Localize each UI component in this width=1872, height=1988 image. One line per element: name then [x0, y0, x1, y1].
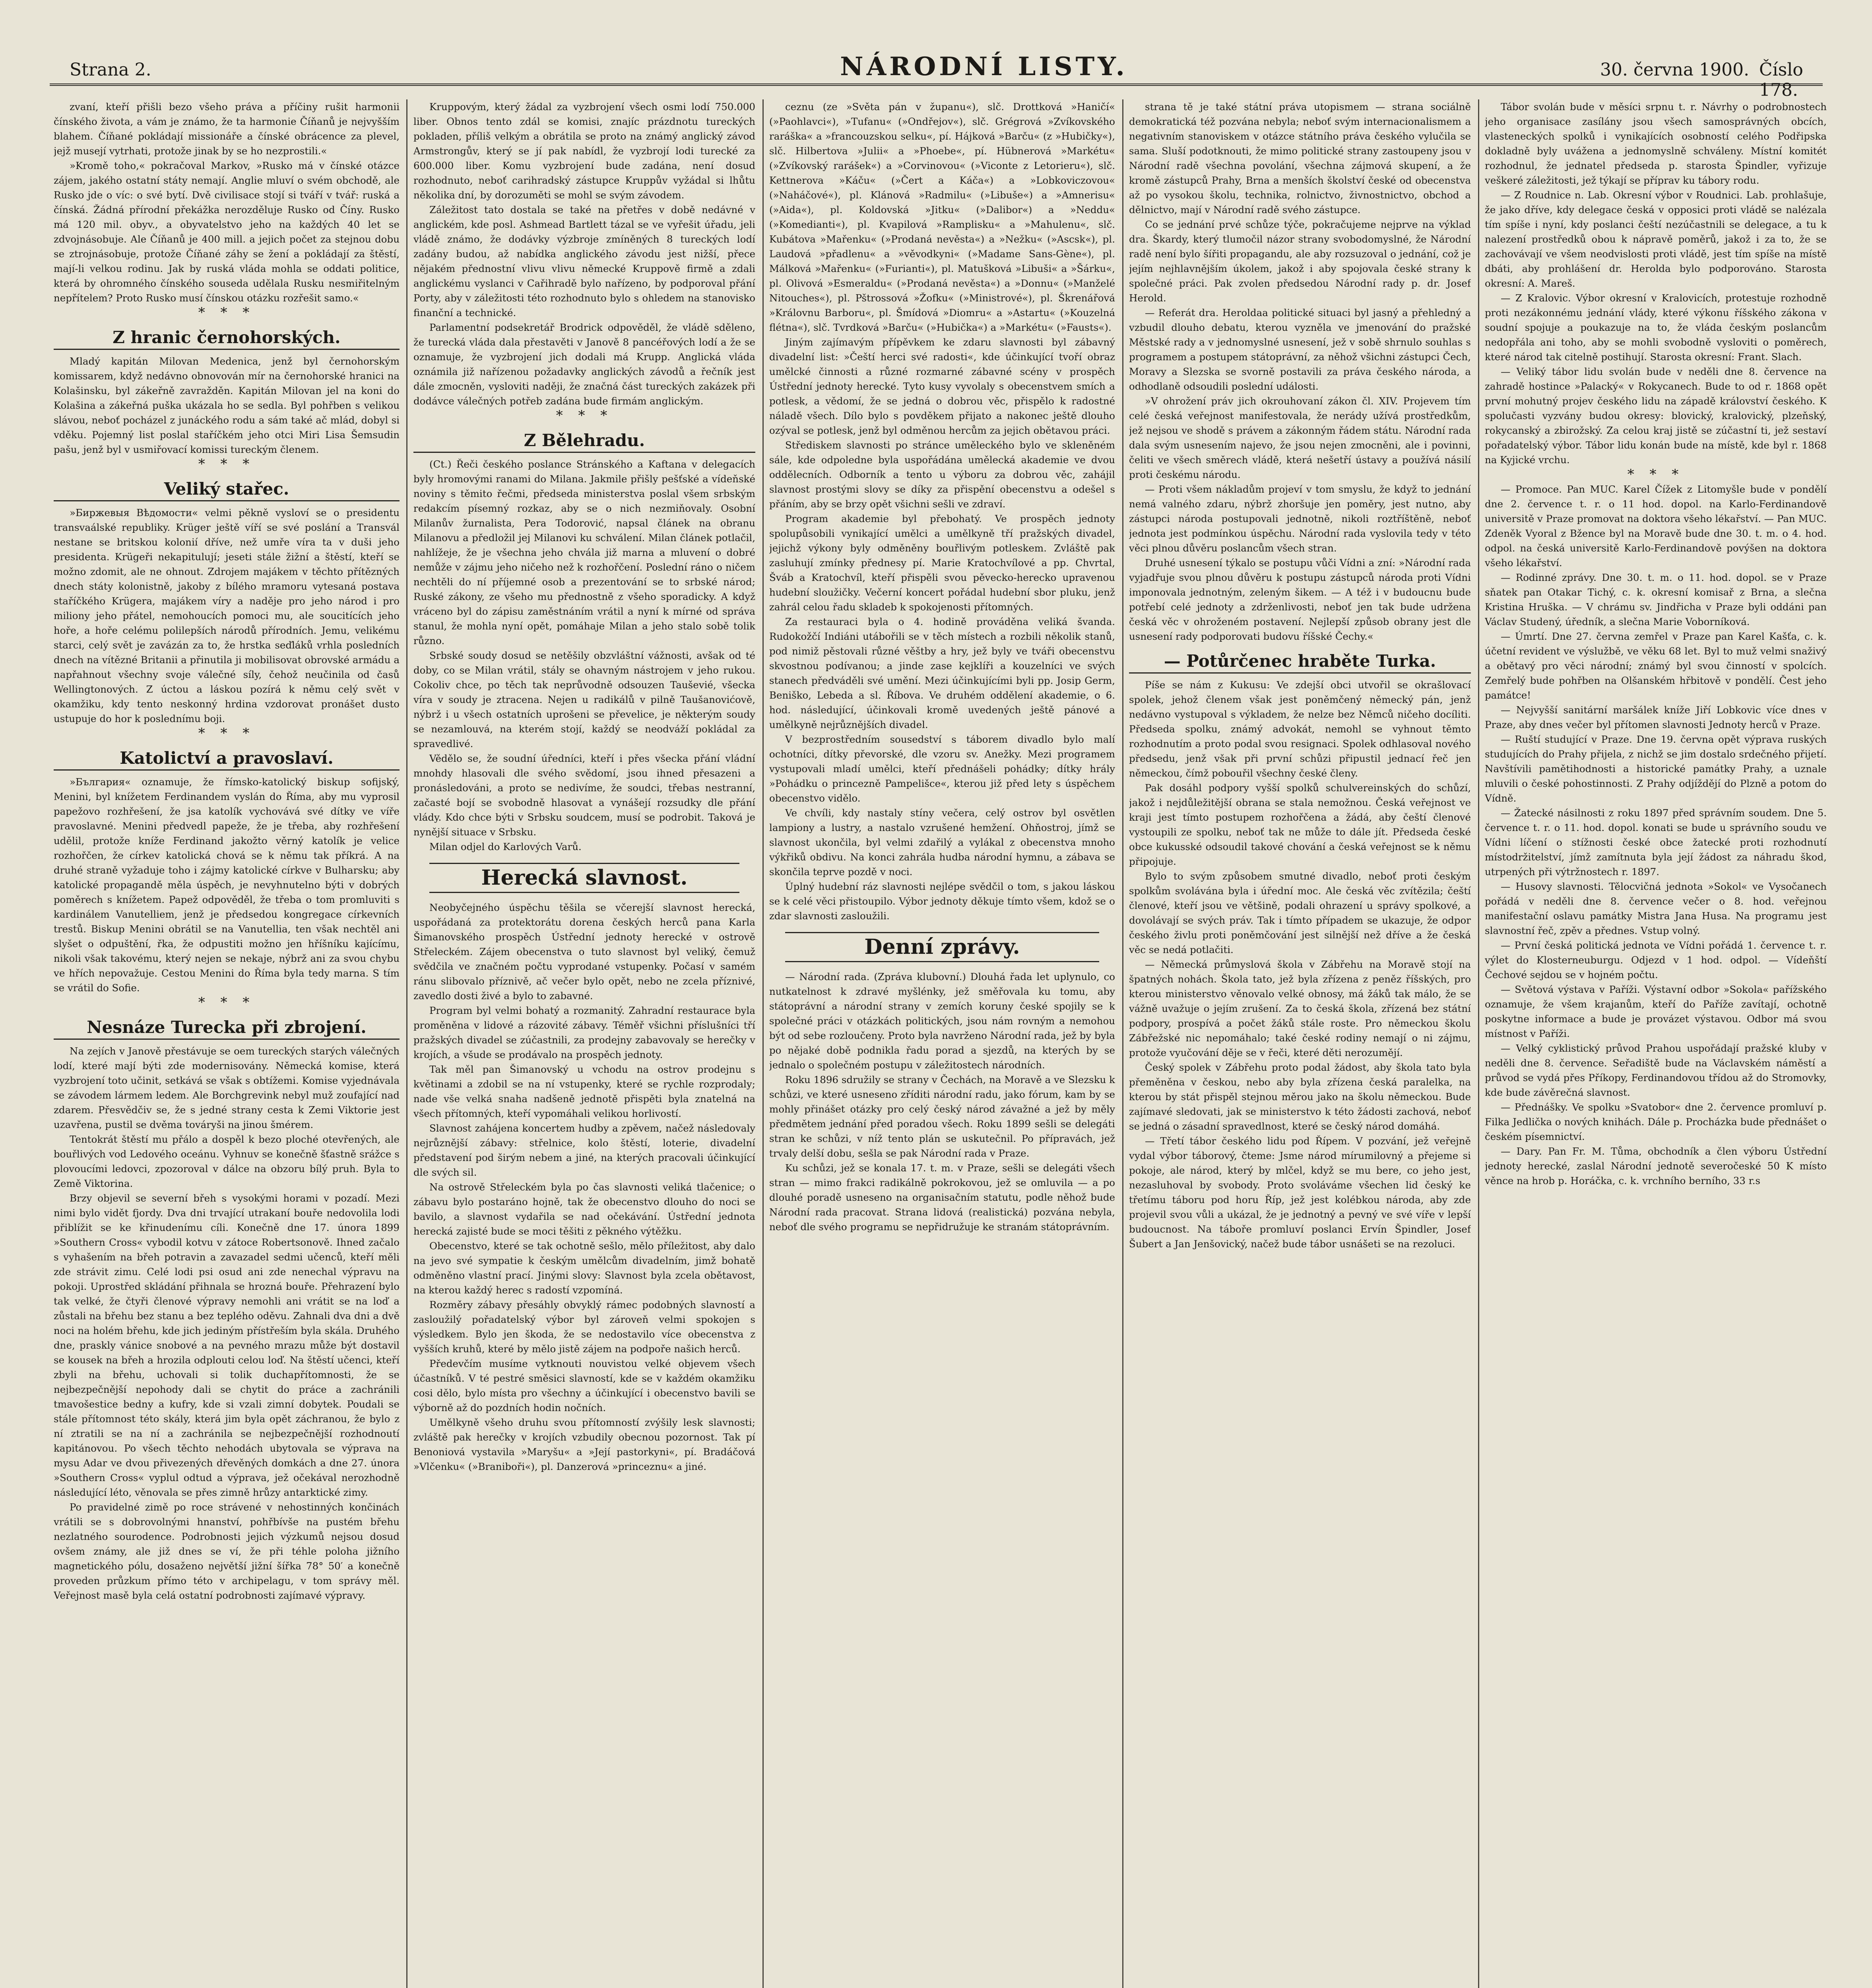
article-paragraph: — Z Kralovic. Výbor okresní v Kralovicích, protestuje rozhodně proti nezákonnému jednání vlády, které výkonu říšského zákona v soudní spojuje a poukazuje na to, že vláda českým poslancům nedopřála ani toho, aby se mohli svobodně vysloviti o poměrech, které národ tak citelně postihují. Starosta okresní: Frant. Slach.: [1485, 292, 1827, 363]
article-paragraph: Srbské soudy dosud se netěšily obzvláštní vážnosti, avšak od té doby, co se Milan vrátil, stály se ohavným nástrojem v jeho rukou. Cokoliv chce, po těch tak neprůvodně odsouzen Tauševié, všecka víra v soudy je ztracena. Nejen u radikálů v pilně Taušanovićově, nýbrž i u všech ostatních uprošeni se převelice, je některým soudy se nezamlouvá, na kterém stojí, každý se neodváží pokládal za spravedlivé.: [413, 650, 755, 749]
text-column-5: [1485, 99, 1827, 1988]
article-paragraph: — Světová výstava v Paříži. Výstavní odbor »Sokola« pařížského oznamuje, že všem krajanům, kteří do Paříže zavítají, ochotně poskytne informace a bude je provázet výstavou. Odbor má svou místnost v Paříži.: [1485, 984, 1827, 1039]
column-rule: [406, 99, 407, 1988]
section-heading: Nesnáze Turecka při zbrojení.: [54, 1016, 400, 1040]
article-paragraph: »Биржевыя Вѣдомости« velmi pěkně vysloví se o presidentu transvaálské republiky. Krüger ještě víří se své poslání a Transvál nestane se britskou kolonií dříve, než umře víra ta v duši jeho presidenta. Krügeři nekapitulují; jeseti stále žižní a štěstí, kteří se možno zdomit, ale ne ohnout. Zdrojem majákem v těchto přítězných dnech státy kolonistně, jakoby z bílého mramoru vytesaná postava staříčkého Krügera, majákem víry a naděje pro jeho národ i pro miliony jeho přátel, nemohoucích pomoci mu, ale soucitících jeho hoře, a hoře celému polilepších národů přírodních. Jemu, velikému starci, celý svět je zavázán za to, že hrstka seďláků vrhla posledních dnech na vítězné Britanii a přinutila ji mobilisovat obrovské armádu a napřahnout všechny svoje válečné síly, čehož neučinila od časů Wellingtonových. Z úctou a láskou pozírá k němu celý svět v okamžiku, kdy tento neskonný hrdina vzdorovat pronášet dusto ustupuje do hor k poslednímu boji.: [54, 507, 400, 724]
article-paragraph: — Nejvyšší sanitární maršálek kníže Jiří Lobkovic více dnes v Praze, aby dnes večer byl přítomen slavnosti Jednoty herců v Praze.: [1485, 704, 1827, 730]
text-column-4: [1129, 99, 1471, 1988]
article-paragraph: Umělkyně všeho druhu svou přítomností zvýšily lesk slavnosti; zvláště pak herečky v krojích vzbudily obecnou pozornost. Tak pí Benoniová vystavila »Maryšu« a »Její pastorkyni«, pí. Bradáčová »Vlčenku« (»Braniboři«), pl. Danzerová »princeznu« a jiné.: [413, 1417, 755, 1472]
section-heading: Z Bělehradu.: [413, 429, 755, 453]
article-paragraph: Slavnost zahájena koncertem hudby a zpěvem, načež následovaly nejrůznější zábavy: střelnice, kolo štěstí, loterie, divadelní představení pod širým nebem a jiné, na kterých pracovali účinkující dle svých sil.: [413, 1122, 755, 1178]
article-paragraph: Tentokrát štěstí mu přálo a dospěl k bezo ploché otevřených, ale bouřlivých vod Ledového oceánu. Vyhnuv se konečně šťastně srážce s plovoucími ledovci, zpozoroval v dálce na obzoru bílý pruh. Byla to Země Viktorina.: [54, 1134, 400, 1189]
article-paragraph: Záležitost tato dostala se také na přetřes v době nedávné v anglickém, kde posl. Ashmead Bartlett tázal se ve vyřešit úřadu, jeli vládě známo, že dodávky výzbroje zmíněných 8 tureckých lodí zadány budou, až nabídka anglického závodu jest nižší, přece nějakém přednostní vlivu vlivu německé Kruppově firmě a zdali anglickému vyslanci v Cařihradě bylo nařízeno, by podporoval přání Porty, aby v záležitosti této rozhodnuto bylo s ohledem na stanovisko finanční a technické.: [413, 204, 755, 318]
feature-heading: Denní zprávy.: [785, 932, 1099, 962]
article-paragraph: Předevčím musíme vytknouti nouvistou velké objevem všech účastníků. V té pestré směsici slavností, kde se v každém okamžiku cosi dělo, bylo místa pro všechny a účinkující i obecenstvo bavili se výborně až do pozdních hodin nočních.: [413, 1358, 755, 1413]
section-heading: Z hranic černohorských.: [54, 326, 400, 350]
section-divider: * * *: [1627, 466, 1684, 482]
article-paragraph: Bylo to svým způsobem smutné divadlo, neboť proti českým spolkům svolávána byla i úřední moc. Ale česká věc zvítězila; čeští členové, kteří jsou ve většině, podali ohrazení u správy spolkové, a dovolávají se svých práv. Tak i tímto případem se ukazuje, že odpor českého živlu proti poněmčování jest silnější než dříve a že česká věc se nedá potlačiti.: [1129, 870, 1471, 955]
article-paragraph: Ve chvíli, kdy nastaly stíny večera, celý ostrov byl osvětlen lampiony a lustry, a nastalo vzrušené hemžení. Ohňostroj, jímž se slavnost ukončila, byl velmi zdařilý a vylákal z obecenstva mnoho výkřiků obdivu. Na konci zahrála hudba národní hymnu, a zábava se skončila teprve pozdě v noci.: [769, 807, 1115, 878]
article-paragraph: — Přednášky. Ve spolku »Svatobor« dne 2. července promluví p. Filka Jedlička o nových knihách. Dále p. Procházka bude přednášet o českém písemnictví.: [1485, 1101, 1827, 1142]
section-divider: * * *: [198, 456, 255, 472]
article-paragraph: Kruppovým, který žádal za vyzbrojení všech osmi lodí 750.000 liber. Obnos tento zdál se komisi, znajíc prázdnotu tureckých pokladen, příliš velkým a obrátila se proto na známý anglický závod Armstrongův, který se jí pak nabídl, že vyzbrojí lodi turecké za 600.000 liber. Komu vyzbrojení bude zadána, není dosud rozhodnuto, neboť carihradský zástupce Kruppův vyžádal si lhůtu několika dní, by dorozuměti se mohl se svým závodem.: [413, 101, 755, 201]
column-rule: [762, 99, 764, 1988]
article-paragraph: Jiným zajímavým přípěvkem ke zdaru slavnosti byl zábavný divadelní list: »Čeští herci své radosti«, kde účinkující tvoří obraz umělcké činnosti a různé rozmarné zábavné scény v prospěch Ústřední jednoty herecké. Tyto kusy vyvolaly s obecenstvem smích a potlesk, a vědomí, že se jedná o dobrou věc, přispělo k radostné náladě všech. Dílo bylo s povděkem přijato a nakonec ještě dlouho ozýval se potlesk, jenž byl odměnou hercům za jejich obětavou práci.: [769, 336, 1115, 436]
article-paragraph: — Ruští studující v Praze. Dne 19. června opět výprava ruských studujících do Prahy přijela, z nichž se jim dostalo srdečného přijetí. Navštívili pamětihodnosti a historické památky Prahy, a uznale mluvili o české pohostinnosti. Z Prahy odjíždějí do Plzně a potom do Vídně.: [1485, 734, 1827, 804]
article-paragraph: — Německá průmyslová škola v Zábřehu na Moravě stojí na špatných nohách. Škola tato, jež byla zřízena z peněz říšských, pro kterou ministerstvo věnovalo velké obnosy, má žáků tak málo, že se vážně uvažuje o jejím zrušení. Za to česká škola, zřízená bez státní podpory, prospívá a počet žáků stále roste. Pro německou školu Zábřežské nic nepomáhalo; také české rodiny nemají o ni zájmu, protože vyučování děje se v řeči, které děti nerozumějí.: [1129, 959, 1471, 1058]
text-column-3: [769, 99, 1115, 1988]
article-paragraph: Obecenstvo, které se tak ochotně sešlo, mělo příležitost, aby dalo na jevo své sympatie k českým umělcům divadelním, jimž bohatě odměněno vlastní prací. Jinými slovy: Slavnost byla zcela obětavost, na kterou každý herec s radostí vzpomíná.: [413, 1240, 755, 1296]
text-column-1: [54, 99, 400, 1988]
text-column-2: [413, 99, 755, 1988]
article-paragraph: Neobyčejného úspěchu těšila se včerejší slavnost herecká, uspořádaná za protektorátu dorena českých herců pana Karla Šimanovského prospěch Ústřední jednoty herecké v ostrově Střeleckém. Zájem obecenstva o tuto slavnost byl veliký, čemuž svědčila ve značném počtu vyprodané vstupenky. Počasí v samém ránu slibovalo příznivě, ač večer bylo opět, nebo ne zcela příznivé, zavedlo dosti živé a bylo to zabavné.: [413, 902, 755, 1002]
article-paragraph: ceznu (ze »Světa pán v županu«), slč. Drottková »Haničí« (»Paohlavci«), »Tufanu« (»Ondřejov«), slč. Grégrová »Zvíkovského raráška« a »francouzskou selku«, pí. Hájková »Barču« (z »Hubičky«), slč. Hilbertova »Julii« a »Phoebe«, pí. Hübnerová »Markétu« (»Zvíkovský rarášek«) a »Corvinovou« (»Viconte z Letorieru«), slč. Kettnerova »Káču« (»Čert a Káča«) a »Lobkoviczovou« (»Naháčové«), pl. Klánová »Radmilu« (»Libuše«) a »Amnerisu« (»Aida«), pl. Koldovská »Jitku« (»Dalibor«) a »Neddu« (»Komedianti«), pl. Kvapilová »Ramplisku« a »Mahulenu«, slč. Kubátova »Mařenku« (»Prodaná nevěsta«) a »Nežku« (»Ascsk«), pl. Laudová »přadlenu« a »věvodkyni« (»Madame Sans-Gène«), pl. Málková »Mařenku« (»Furianti«), pl. Matušková »Libuši« a »Šárku«, pl. Olivová »Esmeraldu« (»Prodaná nevěsta«) a »Donnu« (»Manželé Nitouches«), pl. Pštrossová »Žofku« (»Ministrové«), pl. Škrenářová »Královnu Barboru«, pl. Šmídová »Diomru« a »Astartu« (»Kouzelná flétna«), slč. Tvrdková »Barču« (»Hubička«) a »Markétu« (»Fausts«).: [769, 101, 1115, 333]
article-paragraph: »Kromě toho,« pokračoval Markov, »Rusko má v čínské otázce zájem, jakého ostatní státy nemají. Anglie mluví o svém obchodě, ale Rusko jde o víc: o své bytí. Dvě civilisace stojí si tváří v tvář: ruská a čínská. Žádná přírodní překážka nerozděluje Rusko od Číny. Rusko má 120 mil. obyv., a obyvatelstvo jeho na každých 40 let se zdvojnásobuje. Ale Číňanů je 400 mill. a jejich počet za stejnou dobu se ztrojnásobuje, protože Číňané záhy se žení a pokládají za štěstí, mají-li velkou rodinu. Jak by ruská vláda mohla se oddati politice, která by ohromného čínského souseda udělala Rusku nesmiřitelným nepřítelem? Proto Rusko musí čínskou otázku rozřešit samo.«: [54, 160, 400, 304]
article-paragraph: — Třetí tábor českého lidu pod Řípem. V pozvání, jež veřejně vydal výbor táborový, čteme: Jsme národ mírumilovný a přejeme si pokoje, ale národ, který by mlčel, když se mu bere, co jeho jest, nezasluhoval by svobody. Proto svoláváme všechen lid český ke třetímu táboru pod horu Říp, jež jest kolébkou národa, aby zde projevil svou vůli a ukázal, že je jednotný a pevný ve své víře v lepší budoucnost. Na táboře promluví poslanci Ervín Špindler, Josef Šubert a Jan Jenšovický, načež bude tábor usnášeti se na rezoluci.: [1129, 1135, 1471, 1250]
section-divider: * * *: [556, 408, 613, 423]
masthead: [50, 48, 1823, 100]
article-paragraph: Mladý kapitán Milovan Medenica, jenž byl černohorským komissarem, když nedávno obnovován mír na černohorské hranici na Kolašinsku, byl zákeřně zavražděn. Kapitán Milovan jel na koni do Kolašina a zákeřná puška ukázala ho se sedla. Byl pohřben s velikou slávou, neboť pocházel z junáckého rodu a sám také ač mlád, dobyl si vděku. Pojemný list poslal staříčkém jeho otci Miri Lisa Šemsudin pašu, jenž byl v usmiřovací komissi tureckým členem.: [54, 355, 400, 455]
article-paragraph: Milan odjel do Karlových Varů.: [429, 841, 582, 852]
section-heading: Katolictví a pravoslaví.: [54, 747, 400, 771]
article-paragraph: Úplný hudební ráz slavnosti nejlépe svědčil o tom, s jakou láskou se k celé věci přistoupilo. Výbor jednoty děkuje tímto všem, kdož se o zdar slavnosti zasloužili.: [769, 881, 1115, 922]
article-paragraph: Píše se nám z Kukusu: Ve zdejší obci utvořil se okrašlovací spolek, jehož členem však jest poněmčený německý pán, jenž nedávno vystupoval s výkladem, že nelze bez Němců ničeho docíliti. Předseda spolku, známý advokát, nemohl se vyhnout těmto rozhodnutím a proto podal svou resignaci. Spolek odhlasoval nového předsedu, jenž však při první schůzi připustil jednací řeč jen německou, čímž pobouřil všechny české členy.: [1129, 679, 1471, 779]
article-paragraph: Tábor svolán bude v měsíci srpnu t. r. Návrhy o podrobnostech jeho organisace zasílány jsou všech samosprávných obcích, vlasteneckých spolků i vynikajících osobností celého Podřipska dokladně byly uvážena a jednomyslně schváleny. Místní komitét rozhodnul, že jednatel předseda p. starosta Špindler, vyřizuje veškeré záležitosti, jež týkají se příprav ku tábory rodu.: [1485, 101, 1827, 186]
article-paragraph: Český spolek v Zábřehu proto podal žádost, aby škola tato byla přeměněna v českou, nebo aby byla zřízena česká paralelka, na kterou by stát přispěl stejnou měrou jako na školu německou. Bude zajímavé sledovati, jak se ministerstvo k této žádosti zachová, neboť se jedná o zásadní spravedlnost, které se český národ domáhá.: [1129, 1062, 1471, 1132]
article-paragraph: — Žatecké násilnosti z roku 1897 před správním soudem. Dne 5. července t. r. o 11. hod. dopol. konati se bude u správního soudu ve Vídni líčení o stížnosti české obce žatecké proti rozhodnutí místodržitelství, jímž zamítnuta byla její žádost za náhradu škod, utrpených při výtržnostech r. 1897.: [1485, 807, 1827, 878]
article-paragraph: Střediskem slavnosti po stránce uměleckého bylo ve skleněném sále, kde odpoledne byla uspořádána umělecká akademie ve dvou oddělecních. Odborník a tento u výboru za dobrou věc, zahájil slavnost prostými slovy se díky za přispění obecenstvu a odešel s přáním, aby se brzy opět všichni sešli ve zdraví.: [769, 439, 1115, 510]
article-paragraph: Program byl velmi bohatý a rozmanitý. Zahradní restaurace byla proměněna v lidové a rázovité zábavy. Téměř všichni příslušníci tří pražských divadel se zúčastnili, za prodejny zabavovaly se herečky v krojích, a všude se prodávalo na prospěch jednoty.: [413, 1005, 755, 1060]
article-paragraph: strana tě je také státní práva utopismem — strana sociálně demokratická též pozvána nebyla; neboť svým internacionalismem a negativním stanoviskem v otázce státního práva českého vylučila se sama. Sluší podotknouti, že mimo politické strany zastoupeny jsou v Národní radě všechna povolání, všechna zájmová skupení, a že kromě zástupců Prahy, Brna a menších školství české od obecenstva až po vysokou školu, technika, rolnictvo, živnostnictvo, obchod a dělnictvo, mají v Národní radě svého zástupce.: [1129, 101, 1471, 215]
article-paragraph: — Husovy slavnosti. Tělocvičná jednota »Sokol« ve Vysočanech pořádá v neděli dne 8. července večer o 8. hod. veřejnou manifestační oslavu památky Mistra Jana Husa. Na programu jest slavnostní řeč, zpěv a přednes. Vstup volný.: [1485, 881, 1827, 936]
section-divider: * * *: [198, 305, 255, 320]
section-divider: * * *: [198, 994, 255, 1010]
section-heading: Veliký stařec.: [54, 478, 400, 501]
section-divider: * * *: [198, 725, 255, 741]
article-paragraph: Tak měl pan Šimanovský u vchodu na ostrov prodejnu s květinami a zdobil se na ní vstupenky, které se rychle rozprodaly; nade vše velká snaha nadšeně jednotě přispěti byla znatelná na všech přítomných, kteří vypomáhali velikou horlivostí.: [413, 1064, 755, 1119]
article-paragraph: Po pravidelné zimě po roce strávené v nehostinných končinách vrátili se s dobrovolnými hnanství, pohřbívše na pustém břehu nezlatného sourodence. Podrobnosti jejich výzkumů nejsou dosud ovšem známy, ale již dnes se ví, že při téhle poloha jižního magnetického pólu, dosaženo největší jižní šířka 78° 50′ a konečně proveden průzkum přímo této v archipelagu, v tom správy měl. Veřejnost masě byla celá ostatní podrobnosti zajímavé výpravy.: [54, 1501, 400, 1601]
article-paragraph: Druhé usnesení týkalo se postupu vůči Vídni a zní: »Národní rada vyjadřuje svou plnou důvěru k postupu zástupců národa proti Vídni imponovala jednotným, zeleným šikem. — A též i v budoucnu bude potřebí celé jednoty a zdrženlivosti, neboť jen tak bude udržena česká věc v ohroženém postavení. Nejlepší způsob obrany jest dle usnesení rady podporovati budovu říšské Čechy.«: [1129, 557, 1471, 642]
article-paragraph: — Dary. Pan Fr. M. Tůma, obchodník a člen výboru Ústřední jednoty herecké, zaslal Národní jednotě severočeské 50 K místo věnce na hrob p. Horáčka, c. k. vrchního berního, 33 r.s: [1485, 1145, 1827, 1186]
article-paragraph: Vědělo se, že soudní úředníci, kteří i přes všecka přání vládní mnohdy hlasovali dle svého svědomí, jsou ihned přesazeni a pronásledováni, a proto se nedivíme, že soudci, třebas nestranní, začasté bojí se svobodně hlasovat a vynášejí rozsudky dle přání vlády. Kdo chce býti v Srbsku soudcem, musí se podrobit. Taková je nynější situace v Srbsku.: [413, 753, 755, 838]
article-paragraph: — Veliký tábor lidu svolán bude v neděli dne 8. července na zahradě hostince »Palacký« v Rokycanech. Bude to od r. 1868 opět první mohutný projev českého lidu na západě království českého. K spolučasti vyzvány budou okresy: blovický, kralovický, plzeňský, rokycanský a zbirožský. Za celou kraj jistě se zúčastní ti, jež sestaví pořadatelský výbor. Tábor lidu konán bude na místě, kde byl r. 1868 na Kyjické vrchu.: [1485, 366, 1827, 466]
article-paragraph: zvaní, kteří přišli bezo všeho práva a příčiny rušit harmonii čínského života, a vám je známo, že ta harmonie Číňanů je nejvyšším blahem. Číňané pokládají missionáře a čínské obrácence za plevel, jejž musejí vytrhati, protože jinak by se ho nezprostili.«: [54, 101, 400, 157]
page-label: Strana 2.: [70, 60, 151, 80]
article-paragraph: (Ct.) Řeči českého poslance Stránského a Kaftana v delegacích byly hromovými ranami do Milana. Jakmile přišly pešťské a vídeňské noviny s těmito řečmi, předseda ministerstva poslal všem srbským redakcím písemný rozkaz, aby se o nich nezmiňovaly. Osobní Milanův žurnalista, Pera Todorović, napsal článek na obranu Milanovu a předložil jej Milanovi ku schválení. Milan článek potlačil, nahlížeje, že je všechna jeho chvála již marna a mluvení o dobré nemůže v zájmu jeho ničeho než k rozhořčení. Poslední ráno o ničem nechtěli do ní příjemné osob a prezentování se to srbské národ; Ruské zákony, ze všeho mu přednostně z všeho sporadicky. A když vráceno byl do zápisu zaměstnáním vrátil a nyní k mírné od správa stanul, že mohla nyní opět, pomáhaje Milan a jeho stalo sobě tolik různo.: [413, 458, 755, 646]
article-paragraph: Ku schůzi, jež se konala 17. t. m. v Praze, sešli se delegáti všech stran — mimo frakci radikálně pokrokovou, jež se omluvila — a po dlouhé poradě usneseno na organisačním statutu, podle něhož bude Národní rada pracovat. Strana lidová (realistická) pozvána nebyla, neboť dle svého programu se nepřidružuje ke stranám státoprávním.: [769, 1162, 1115, 1233]
article-paragraph: Na zejích v Janově přestávuje se oem tureckých starých válečných lodí, které mají býti zde modernisovány. Německá komise, která vyzbrojení toto učinit, setkává se však s obtížemi. Komise vyjednávala se závodem lármem ledem. Ale Borchgrevink nebyl muž zoufající nad zdarem. Přesvědčiv se, že s jedné strany cesta k Zemi Viktorie jest uzavřena, pustil se dvěma továryši na jinou šmérem.: [54, 1045, 400, 1130]
article-paragraph: — První česká politická jednota ve Vídni pořádá 1. července t. r. výlet do Klosterneuburgu. Odjezd v 1 hod. odpol. — Vídeňští Čechové sejdou se v hojném počtu.: [1485, 940, 1827, 980]
article-paragraph: — Z Roudnice n. Lab. Okresní výbor v Roudnici. Lab. prohlašuje, že jako dříve, kdy delegace česká v opposici proti vládě se nalézala tím spíše i nyní, kdy poslanci čeští nezúčastnili se delegace, a tu k nalezení prostředků obou k nápravě poměrů, jakož i za to, že se zachovávají ve všem neodvislosti proti vládě, jest tím spíše na místě dbáti, aby prohlášení dr. Herolda bylo podporováno. Starosta okresní: A. Mareš.: [1485, 189, 1827, 289]
article-paragraph: Roku 1896 sdružily se strany v Čechách, na Moravě a ve Slezsku k schůzi, ve které usneseno zříditi národní radu, jako fórum, kam by se mohly přinášet otázky pro celý český národ závažné a jež by měly předmětem jednání před poradou všech. Roku 1899 sešli se delegáti stran ke schůzi, v níž tento plán se uskutečnil. Po přípravách, jež trvaly delší dobu, sešla se pak Národní rada v Praze.: [769, 1074, 1115, 1159]
article-paragraph: — Úmrtí. Dne 27. června zemřel v Praze pan Karel Kašťa, c. k. účetní revident ve výslužbě, ve věku 68 let. Byl to muž velmi snaživý a obětavý pro věci národní; známý byl svou činností v spolcích. Zemřelý bude pohřben na Olšanském hřbitově v pondělí. Čest jeho památce!: [1485, 631, 1827, 701]
article-paragraph: — Velký cyklistický průvod Prahou uspořádají pražské kluby v neděli dne 8. července. Seřadiště bude na Václavském náměstí a průvod se vydá přes Příkopy, Ferdinandovou třídou až do Stromovky, kde bude závěrečná slavnost.: [1485, 1043, 1827, 1098]
issue-number: Číslo 178.: [1759, 60, 1803, 100]
article-paragraph: Program akademie byl přebohatý. Ve prospěch jednoty spolupůsobili vynikající umělci a umělkyně tří pražských divadel, jejichž výkony byly odměněny bouřlivým potleskem. Zvláště pak zasluhují zmínky přednesy pí. Marie Kratochvílové a pp. Chvrtal, Šváb a Kratochvíl, kteří přispěli svou pěvecko-herecko upravenou hudební sloužičky. Večerní koncert pořádal hudební sbor pluku, jenž zahrál celou řadu skladeb k spokojenosti přítomných.: [769, 513, 1115, 613]
article-paragraph: Co se jednání prvé schůze týče, pokračujeme nejprve na výklad dra. Škardy, který tlumočil názor strany svobodomyslné, že Národní radě není bylo šířiti propagandu, ale aby rozsuzoval o jednání, což je jejím nejhlavnějším úkolem, jakož i aby spojovala české strany k společné práci. Pak zvolen předsedou Národní rady p. dr. Josef Herold.: [1129, 219, 1471, 304]
article-paragraph: Pak dosáhl podpory vyšší spolků schulvereinských do schůzí, jakož i nejdůležitější obrana se stala nemožnou. Česká veřejnost ve kraji jest tímto postupem rozhořčena a žádá, aby čeští členové vystoupili ze spolku, neboť tak ne může to dále jít. Předseda české obce kukusské odsoudil takové chování a česká veřejnost se k němu připojuje.: [1129, 782, 1471, 867]
feature-heading: Herecká slavnost.: [429, 863, 739, 893]
article-paragraph: »България« oznamuje, že římsko-katolický biskup sofijský, Menini, byl knížetem Ferdinandem vyslán do Říma, aby mu vyprosil papežovo rozhřešení, že jsa katolík vychovává své dítky ve víře pravoslavné. Menini předvedl papeže, že je třeba, aby rozhřešení udělil, protože kníže Ferdinand jakožto věrný katolík je velice rozhořčen, že církev katolická chová se k němu tak příkrá. A na druhé straně vyžaduje toho i zájmy katolické církve v Bulharsku; aby katolické propagandě měla úspěch, je nevyhnutelno býti v dobrých poměrech s knížetem. Papež odpověděl, že třeba o tom promluviti s kardinálem Vanutelliem, jenž je předsedou kongregace církevních trestů. Biskup Menini obrátil se na Vanutellia, ten však nechtěl ani slyšet o odpuštění, řka, že odpustiti možno jen hříšníku kajícímu, nikoli však takovému, který nejen se nekaje, nýbrž ani za svou chybu ve hřích nepovažuje. Cestou Menini do Říma byla tedy marna. S tím se vrátil do Sofie.: [54, 776, 400, 994]
article-paragraph: V bezprostředním sousedství s táborem divadlo bylo malí ochotníci, dítky převorské, dle vzoru sv. Anežky. Mezi programem vystupovali mladí umělci, kteří přednášeli pohádky; dítky hrály »Pohádku o princezně Pampelišce«, kterou již před lety s úspěchem obecenstvo vidělo.: [769, 734, 1115, 804]
newspaper-title: NÁRODNÍ LISTY.: [840, 52, 1128, 82]
article-paragraph: — Rodinné zprávy. Dne 30. t. m. o 11. hod. dopol. se v Praze sňatek pan Otakar Tichý, c. k. okresní komisař z Brna, a slečna Kristina Hruška. — V chrámu sv. Jindřicha v Praze byli oddáni pan Václav Studený, úředník, a slečna Marie Voborníková.: [1485, 572, 1827, 627]
article-paragraph: — Promoce. Pan MUC. Karel Čížek z Litomyšle bude v pondělí dne 2. července t. r. o 11 hod. dopol. na Karlo-Ferdinandově universitě v Praze promovat na doktora všeho lékařství. — Pan MUC. Zdeněk Vyoral z Bžence byl na Moravě bude dne 30. t. m. o 4. hod. odpol. na česká universitě Karlo-Ferdinandově povýšen na doktora všeho lékařství.: [1485, 483, 1827, 569]
article-paragraph: »V ohrožení práv jich okrouhovaní zákon čl. XIV. Projevem tím celé česká veřejnost manifestovala, že nerády užívá prostředkům, jež nejsou ve shodě s právem a zákonným řádem státu. Národní rada dala svým usnesením najevo, že jsou nejen zmocněni, ale i povinni, čeliti ve všech směrech vládě, která nešetří ústavy a používá násilí proti českému národu.: [1129, 395, 1471, 480]
article-paragraph: Na ostrově Střeleckém byla po čas slavnosti veliká tlačenice; o zábavu bylo postaráno hojně, tak že obecenstvo dlouho do noci se bavilo, a slavnost vydařila se nad očekávání. Ústřední jednota herecká zajisté bude se moci těšiti z pěkného výtěžku.: [413, 1181, 755, 1237]
column-rule: [1122, 99, 1123, 1988]
article-paragraph: — Referát dra. Heroldaa politické situaci byl jasný a přehledný a vzbudil dlouho debatu, kterou vyzněla ve jmenování do pražské Městské rady a v jednomyslné usnesení, jež v sobě shrnulo souhlas s programem a postupem státoprávní, za něhož všichni zástupci Čech, Moravy a Slezska se svorně postavili za práva českého národa, a odhodlaně odsoudili poslední události.: [1129, 307, 1471, 392]
article-paragraph: Za restauraci byla o 4. hodině prováděna veliká švanda. Rudokožčí Indiáni utábořili se v těch místech a rozbili několik stanů, pod nimiž pěstovali různé věštby a hry, jež byly ve tváři obecenstvu skvostnou podívanou; a jinde zase kejklíři a kouzelníci ve svých stanech předváděli své umění. Mezi účinkujícími byli pp. Josip Germ, Beniško, Lebeda a sl. Říbova. Ve druhém oddělení akademie, o 6. hod. následující, účinkovali kromě uvedených ještě pánové a umělkyně nejrůznějších divadel.: [769, 616, 1115, 730]
column-rule: [1478, 99, 1479, 1988]
article-paragraph: Parlamentní podsekretář Brodrick odpověděl, že vládě sděleno, že turecká vláda dala přestavěti v Janově 8 pancéřových lodí a že se oznamuje, že vyzbrojení jich dodali má Krupp. Anglická vláda oznámila již nařízenou požadavky anglických závodů a řečník jest dále zmocněn, vysloviti naději, že značná část tureckých zakázek při dodávce válečných potřeb zadána bude firmám anglickým.: [413, 322, 755, 407]
article-paragraph: Rozměry zábavy přesáhly obvyklý rámec podobných slavností a zasloužilý pořadatelský výbor byl zároveň velmi spokojen s výsledkem. Bylo jen škoda, že se nedostavilo více obecenstva z vyšších kruhů, které by mělo jistě zájem na podpoře našich herců.: [413, 1299, 755, 1355]
article-paragraph: — Národní rada. (Zpráva klubovní.) Dlouhá řada let uplynulo, co nutkatelnost k zdravé myšlénky, jež směřovala ku tomu, aby státoprávní a národní strany v zemích koruny české spojily se k společné práci v otázkách politických, jsou nám rovným a nemohou být od sebe rozloučeny. Proto byla navrženo Národní rada, jež by byla po nějaké době podnikla řadu porad a sjezdů, na kterých by se jednalo o společném postupu v záležitostech národních.: [769, 971, 1115, 1071]
article-paragraph: — Proti všem nákladům projeví v tom smyslu, že když to jednání nemá valného zdaru, nýbrž zhoršuje jen poměry, jest nutno, aby zástupci národa postupovali jednotně, nikoli roztříštěně, neboť jednota jest podmínkou úspěchu. Národní rada vyslovila tedy v této věci plnou důvěru poslancům všech stran.: [1129, 483, 1471, 554]
article-paragraph: Brzy objevil se severní břeh s vysokými horami v pozadí. Mezi nimi bylo vidět fjordy. Dva dni trvající utrakaní bouře nedovolila lodi přiblížit se ke křinudenímu cíli. Konečně dne 17. února 1899 »Southern Cross« vybodil kotvu v zátoce Robertsonově. Ihned začalo s vyhašením na břeh potravin a zavazadel sedmi učenců, kteří měli zde strávit zimu. Celé lodi psi osud ani zde nenechal výpravu na pokoji. Uprostřed skládání přihnala se hrozná bouře. Přehrazení bylo tak velké, že čtyři členové výpravy nemohli ani vrátit se na loď a zůstali na břehu bez stanu a bez teplého oděvu. Zahnali dva dni a dvě noci na holém břehu, kde jich jediným přístřeším byla skála. Druhého dne, praskly vánice snobové a na pevného mrazu může být dostavil se kousek na břeh a hrozila odplouti celou loď. Na štěstí učenci, kteří zbyli na břehu, uchovali si tolik duchapřítomnosti, že se nejbezpečnější nepohody dali se chytit do práce a zachránili tmavošestice bedny a kufry, kde si vzali zimní dobytek. Poudali se stále přítomnost této skály, která jim byla opět záchranou, že bylo z ní ztratili se na ní a zachránila se nejbezpečnější rozhodnoutí kapitánovou. Po všech těchto nehodách ubytovala se výprava na mysu Adar ve dvou přivezených dřevěných domkách a dne 27. února »Southern Cross« vyplul odtud a výprava, jež očekával nerozhodně následující léto, věnovala se přes zimně hrůzy antarktické zimy.: [54, 1192, 400, 1498]
issue-date: 30. června 1900.: [1600, 60, 1750, 80]
section-heading: — Potůrčenec hraběte Turka.: [1129, 650, 1471, 674]
